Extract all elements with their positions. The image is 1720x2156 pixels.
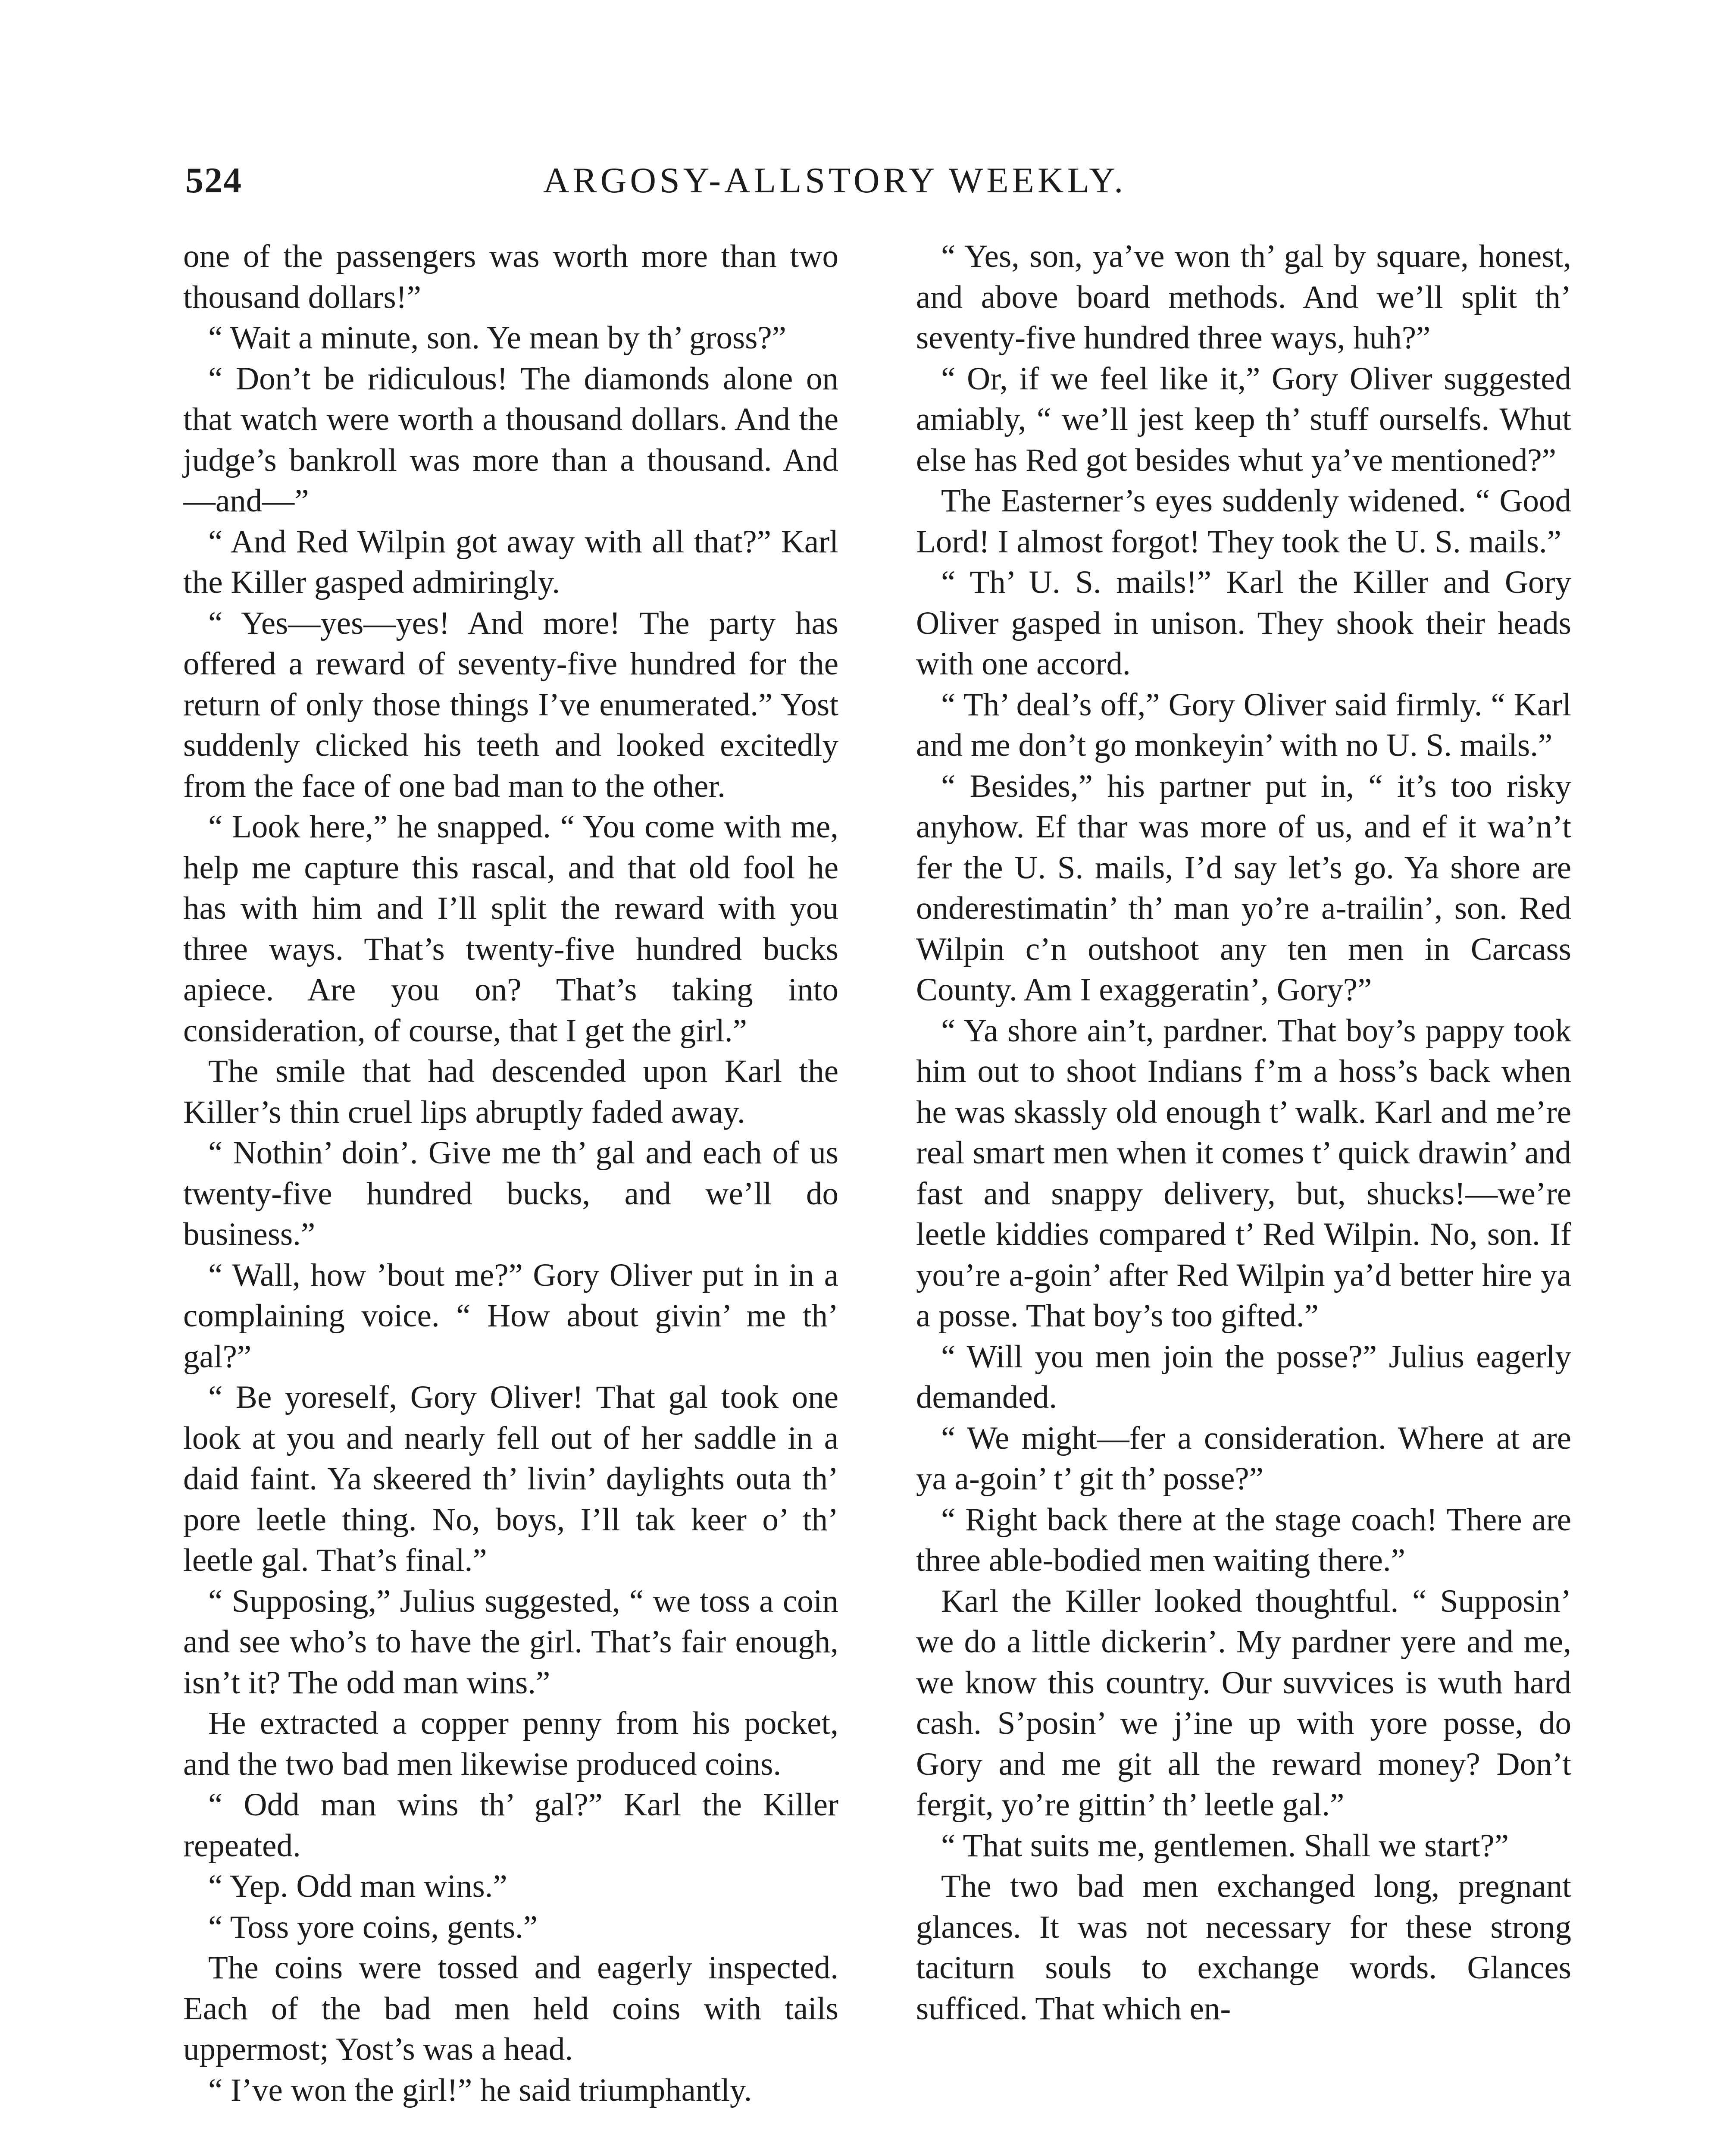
paragraph: “ Will you men join the posse?” Julius eagerly demanded.	[916, 1338, 1571, 1415]
paragraph: “ Wall, how ’bout me?” Gory Oliver put in in a complaining voice. “ How about givin’ me th’ gal?”	[183, 1257, 838, 1375]
paragraph: “ We might—fer a consideration. Where at are ya a-goin’ t’ git th’ posse?”	[916, 1420, 1571, 1497]
page-number: 524	[185, 160, 242, 201]
paragraph: “ Toss yore coins, gents.”	[208, 1909, 538, 1945]
paragraph: The coins were tossed and eagerly inspected. Each of the bad men held coins with tails uppermost; Yost’s was a head.	[183, 1950, 838, 2067]
paragraph: He extracted a copper penny from his pocket, and the two bad men likewise produced coins.	[183, 1705, 838, 1782]
paragraph: “ And Red Wilpin got away with all that?” Karl the Killer gasped admiringly.	[183, 523, 838, 600]
paragraph: “ Right back there at the stage coach! There are three able-bodied men waiting there.”	[916, 1501, 1571, 1578]
paragraph: one of the passengers was worth more than two thousand dollars!”	[183, 238, 838, 315]
paragraph: “ Yes—yes—yes! And more! The party has offered a reward of seventy-five hundred for the return of only those things I’ve enumerated.” Yost suddenly clicked his teeth and looked excitedly from the face of one bad man to the other.	[183, 605, 838, 804]
paragraph: The smile that had descended upon Karl the Killer’s thin cruel lips abruptly faded away.	[183, 1053, 838, 1130]
paragraph: “ Yes, son, ya’ve won th’ gal by square, honest, and above board methods. And we’ll split th’ seventy-five hundred three ways, huh?”	[916, 238, 1571, 356]
paragraph: “ Besides,” his partner put in, “ it’s too risky anyhow. Ef thar was more of us, and ef it wa’n’t fer the U. S. mails, I’d say let’s go. Ya shore are onderestimatin’ th’ man yo’re a-trailin’, son. Red Wilpin c’n outshoot any ten men in Carcass County. Am I exaggeratin’, Gory?”	[916, 768, 1571, 1008]
paragraph: The Easterner’s eyes suddenly widened. “ Good Lord! I almost forgot! They took the U. S. mails.”	[916, 483, 1571, 560]
paragraph: “ Th’ U. S. mails!” Karl the Killer and Gory Oliver gasped in unison. They shook their heads with one accord.	[916, 564, 1571, 682]
left-column	[183, 236, 838, 2111]
paragraph: “ Or, if we feel like it,” Gory Oliver suggested amiably, “ we’ll jest keep th’ stuff ourselfs. Whut else has Red got besides whut ya’ve mentioned?”	[916, 360, 1571, 478]
paragraph: “ Nothin’ doin’. Give me th’ gal and each of us twenty-five hundred bucks, and we’ll do business.”	[183, 1135, 838, 1252]
right-column	[916, 236, 1571, 2029]
paragraph: The two bad men exchanged long, pregnant glances. It was not necessary for these strong taciturn souls to exchange words. Glances sufficed. That which en-	[916, 1868, 1571, 2027]
paragraph: “ Yep. Odd man wins.”	[208, 1868, 507, 1904]
paragraph: “ Don’t be ridiculous! The diamonds alone on that watch were worth a thousand dollars. And the judge’s bankroll was more than a thousand. And—and—”	[183, 360, 838, 519]
paragraph: “ Wait a minute, son. Ye mean by th’ gross?”	[208, 320, 786, 356]
paragraph: “ Odd man wins th’ gal?” Karl the Killer repeated.	[183, 1787, 838, 1864]
paragraph: “ Th’ deal’s off,” Gory Oliver said firmly. “ Karl and me don’t go monkeyin’ with no U. S. mails.”	[916, 686, 1571, 763]
paragraph: “ Supposing,” Julius suggested, “ we toss a coin and see who’s to have the girl. That’s fair enough, isn’t it? The odd man wins.”	[183, 1583, 838, 1701]
paragraph: “ I’ve won the girl!” he said triumphantly.	[208, 2072, 752, 2108]
running-head: ARGOSY-ALLSTORY WEEKLY.	[543, 160, 1127, 201]
paragraph: “ Be yoreself, Gory Oliver! That gal took one look at you and nearly fell out of her saddle in a daid faint. Ya skeered th’ livin’ daylights outa th’ pore leetle thing. No, boys, I’ll tak keer o’ th’ leetle gal. That’s final.”	[183, 1379, 838, 1578]
paragraph: “ That suits me, gentlemen. Shall we start?”	[941, 1827, 1509, 1864]
paragraph: “ Ya shore ain’t, pardner. That boy’s pappy took him out to shoot Indians f’m a hoss’s back when he was skassly old enough t’ walk. Karl and me’re real smart men when it comes t’ quick drawin’ and fast and snappy delivery, but, shucks!—we’re leetle kiddies compared t’ Red Wilpin. No, son. If you’re a-goin’ after Red Wilpin ya’d better hire ya a posse. That boy’s too gifted.”	[916, 1012, 1571, 1334]
paragraph: Karl the Killer looked thoughtful. “ Supposin’ we do a little dickerin’. My pardner yere and me, we know this country. Our suvvices is wuth hard cash. S’posin’ we j’ine up with yore posse, do Gory and me git all the reward money? Don’t fergit, yo’re gittin’ th’ leetle gal.”	[916, 1583, 1571, 1823]
paragraph: “ Look here,” he snapped. “ You come with me, help me capture this rascal, and that old fool he has with him and I’ll split the reward with you three ways. That’s twenty-five hundred bucks apiece. Are you on? That’s taking into consideration, of course, that I get the girl.”	[183, 809, 838, 1049]
